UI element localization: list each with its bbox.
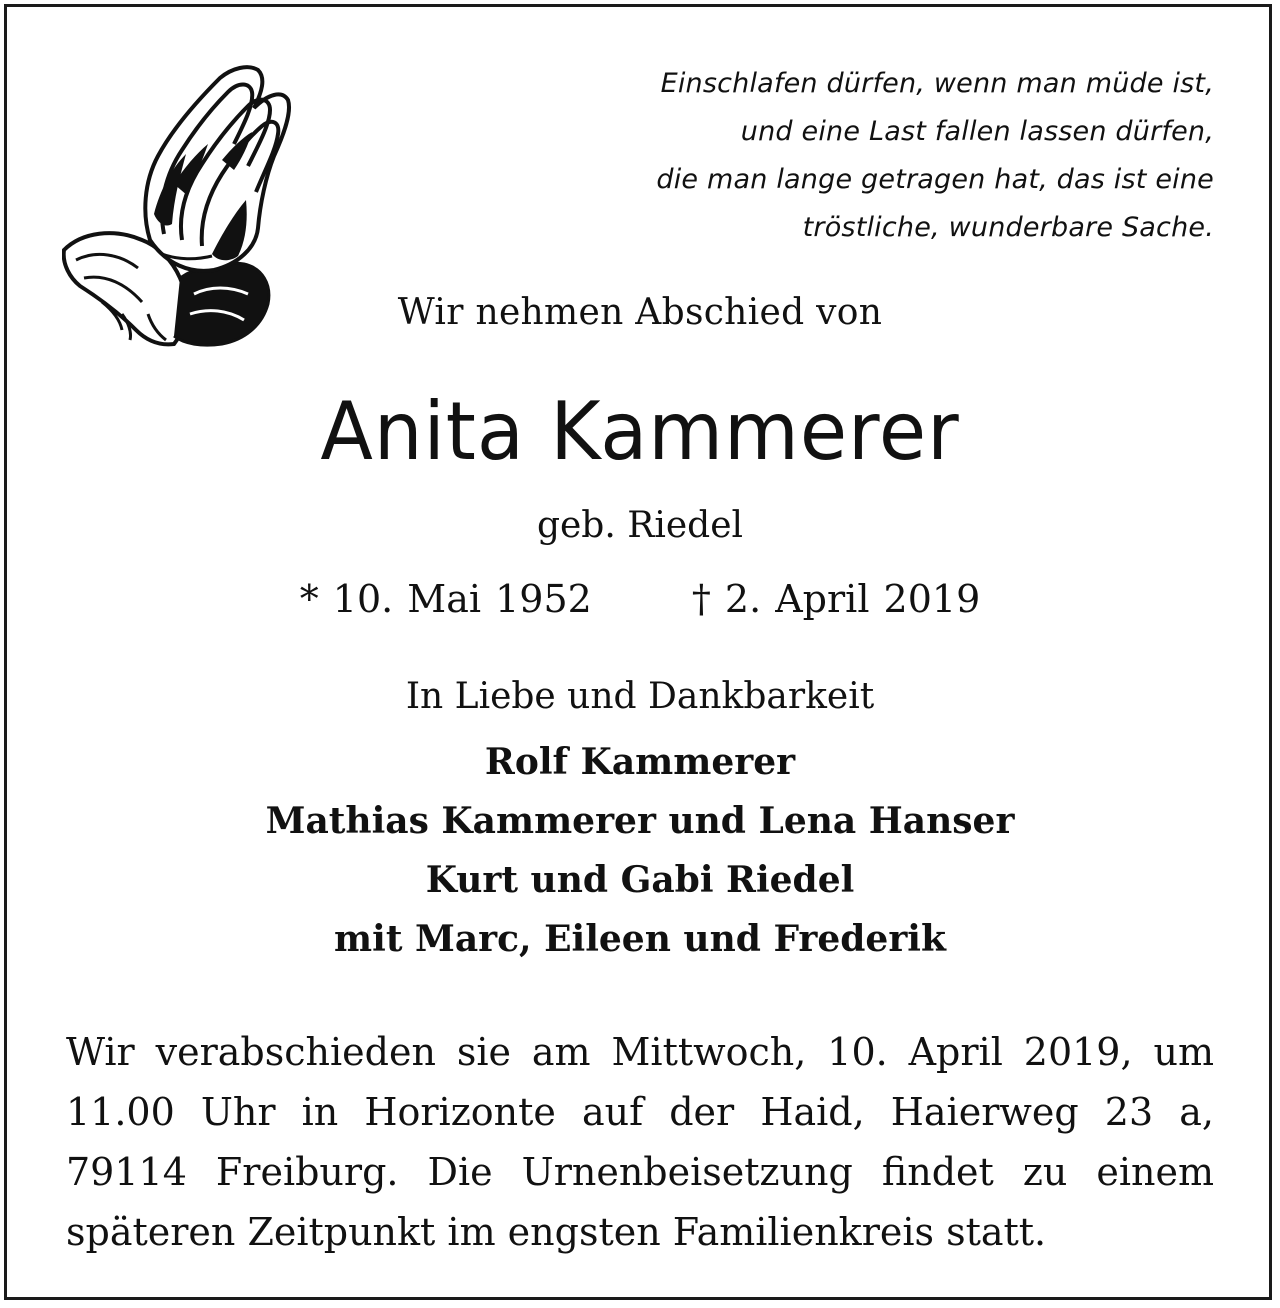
mourner-line: Kurt und Gabi Riedel: [425, 859, 855, 901]
quote-line: Einschlafen dürfen, wenn man müde ist,: [660, 68, 1214, 99]
mourner-line: mit Marc, Eileen und Frederik: [334, 918, 946, 960]
closing-text: In Liebe und Dankbarkeit: [405, 676, 875, 717]
mourner-line: Mathias Kammerer und Lena Hanser: [265, 800, 1015, 842]
birth-name: geb. Riedel: [536, 505, 744, 546]
death-date: † 2. April 2019: [691, 577, 981, 621]
quote-line: tröstliche, wunderbare Sache.: [802, 212, 1214, 243]
mourner-line: Rolf Kammerer: [484, 741, 796, 783]
quote-line: und eine Last fallen lassen dürfen,: [740, 116, 1214, 147]
quote-block: [574, 60, 1214, 252]
intro-text: Wir nehmen Abschied von: [397, 292, 883, 333]
life-dates: [0, 577, 1280, 621]
service-info: Wir verabschieden sie am Mittwoch, 10. April 2019, um 11.00 Uhr in Horizonte auf der Haid, Haierweg 23 a, 79114 Freiburg. Die Urnenbeisetzung findet zu einem späteren Zeitpunkt im engsten Familienkreis statt.: [66, 1030, 1214, 1254]
deceased-name: Anita Kammerer: [320, 385, 960, 478]
birth-date: * 10. Mai 1952: [299, 577, 592, 621]
quote-line: die man lange getragen hat, das ist eine: [656, 164, 1214, 195]
